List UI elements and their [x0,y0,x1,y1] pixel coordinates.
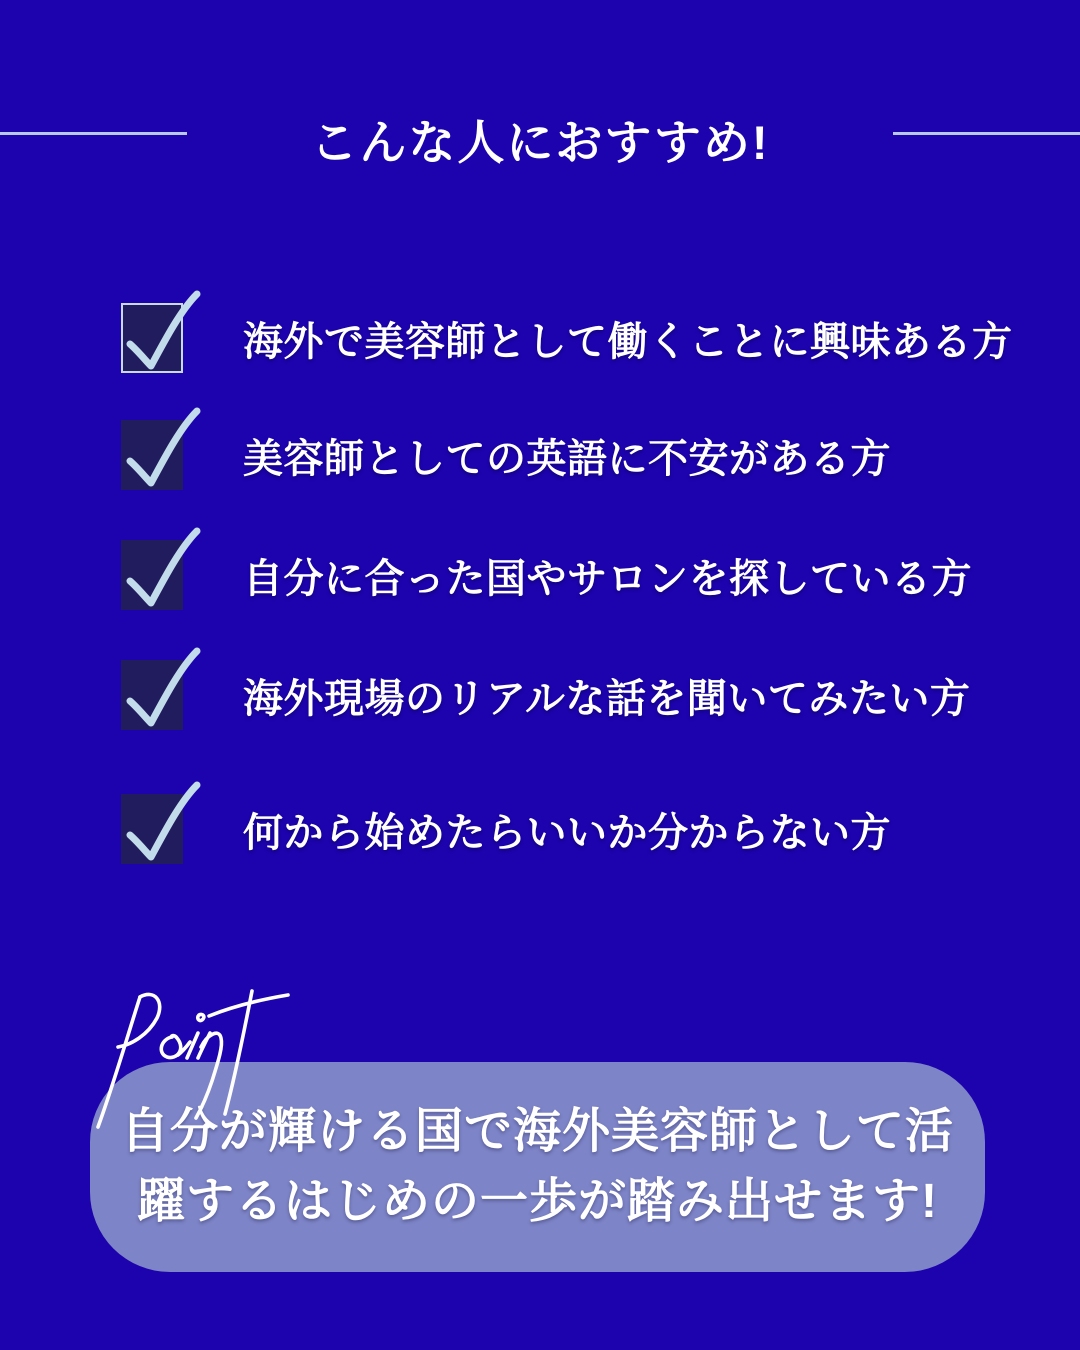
checkmark-icon [121,522,221,622]
checklist-item [121,791,1021,867]
checklist-item-label: 海外現場のリアルな話を聞いてみたい方 [243,676,971,721]
checklist-item [121,657,1021,733]
checklist-item-label: 自分に合った国やサロンを探している方 [243,556,972,601]
checklist-item-label: 美容師としての英語に不安がある方 [243,436,891,481]
checkmark-icon [121,285,221,385]
checkbox [121,303,183,373]
checklist-item [121,417,1021,493]
page-title: こんな人におすすめ! [310,116,770,169]
checkbox [121,660,183,730]
checkmark-icon [121,402,221,502]
highlight-text-line1: 自分が輝ける国で海外美容師として活 [120,1105,954,1158]
checkbox [121,420,183,490]
checklist-item [121,300,1021,376]
title-divider-right [893,132,1080,135]
checklist-item-label: 海外で美容師として働くことに興味ある方 [243,319,1013,364]
checkmark-icon [121,642,221,742]
checklist-item-label: 何から始めたらいいか分からない方 [243,810,891,855]
checkbox [121,794,183,864]
checkmark-icon [121,776,221,876]
checkbox [121,540,183,610]
checklist-item [121,537,1021,613]
point-script-text [78,985,296,1137]
highlight-text-line2: 躍するはじめの一歩が踏み出せます! [137,1175,938,1228]
